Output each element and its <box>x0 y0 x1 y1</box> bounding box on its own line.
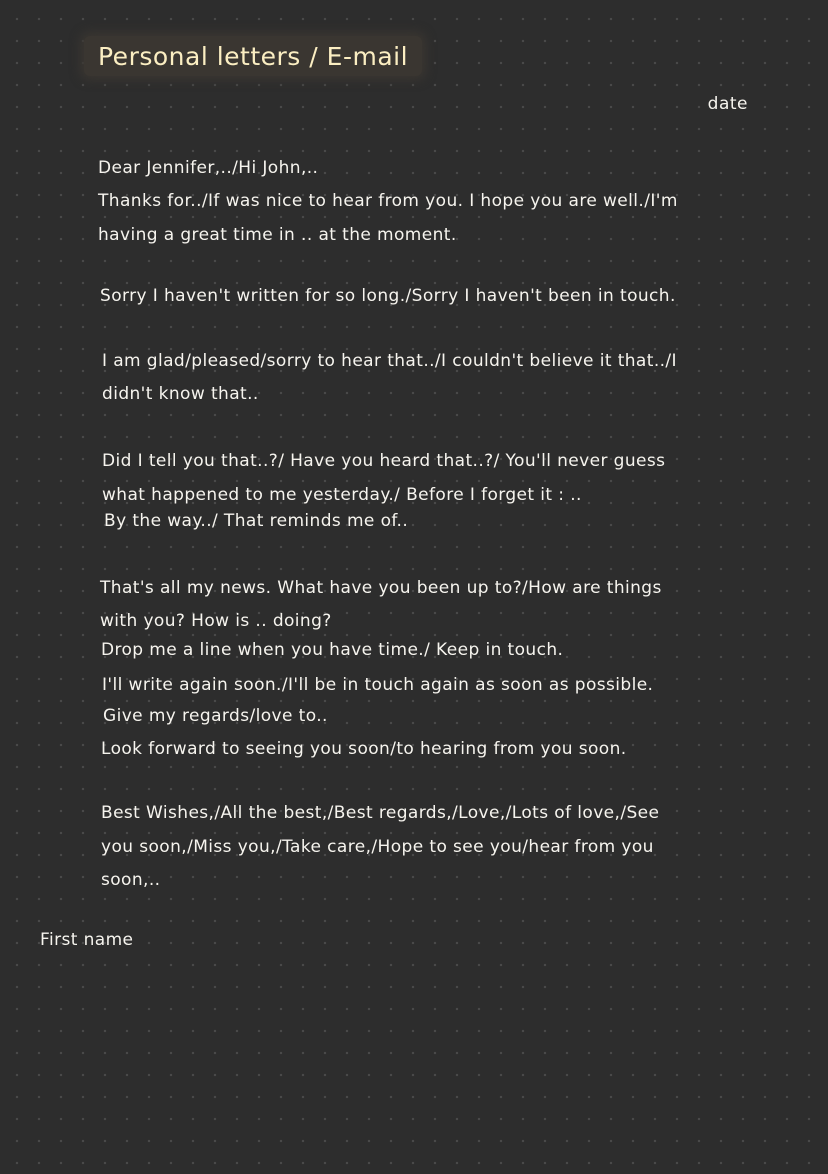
news-line: what happened to me yesterday./ Before I forget it : .. <box>102 485 582 505</box>
title-banner <box>84 36 422 76</box>
news-line: By the way../ That reminds me of.. <box>104 511 409 531</box>
greeting-line: Dear Jennifer,../Hi John,.. <box>98 158 319 178</box>
signoff-line: you soon,/Miss you,/Take care,/Hope to see you/hear from you <box>101 837 654 857</box>
reaction-line: didn't know that.. <box>102 384 259 404</box>
signoff-line: Best Wishes,/All the best,/Best regards,/Love,/Lots of love,/See <box>101 803 660 823</box>
closing-line: Give my regards/love to.. <box>103 706 328 726</box>
closing-line: with you? How is .. doing? <box>100 611 332 631</box>
apology-line: Sorry I haven't written for so long./Sorry I haven't been in touch. <box>100 286 676 306</box>
page-title: Personal letters / E-mail <box>98 41 409 71</box>
opening-line: Thanks for../If was nice to hear from you. I hope you are well./I'm <box>98 191 678 211</box>
news-line: Did I tell you that..?/ Have you heard that..?/ You'll never guess <box>102 451 666 471</box>
signature-name: First name <box>40 930 134 950</box>
closing-line: Look forward to seeing you soon/to hearing from you soon. <box>101 739 627 759</box>
closing-line: I'll write again soon./I'll be in touch again as soon as possible. <box>102 675 654 695</box>
date-label: date <box>707 94 748 114</box>
signoff-line: soon,.. <box>101 870 161 890</box>
closing-line: Drop me a line when you have time./ Keep in touch. <box>101 640 564 660</box>
closing-line: That's all my news. What have you been up to?/How are things <box>100 578 662 598</box>
reaction-line: I am glad/pleased/sorry to hear that../I couldn't believe it that../I <box>102 351 677 371</box>
opening-line: having a great time in .. at the moment. <box>98 225 457 245</box>
